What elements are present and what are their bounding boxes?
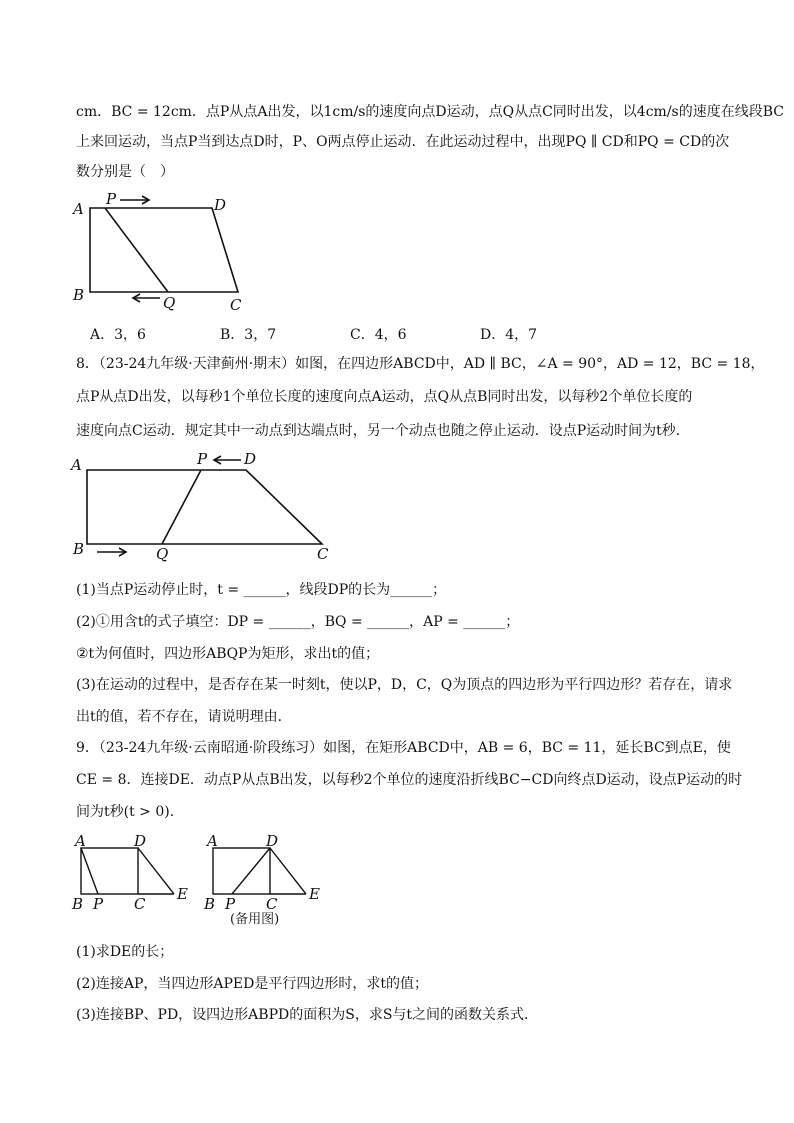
q7-figure: [60, 188, 260, 318]
q7-line-2: 上来回运动，当点P当到达点D时，P、O两点停止运动．在此运动过程中，出现PQ ∥ CD和PQ = CD的次: [76, 134, 730, 150]
q7-option-a: A．3，6: [90, 327, 146, 343]
q7-parallelogram: [90, 208, 238, 292]
q7-line-1: cm．BC = 12cm．点P从点A出发，以1cm/s的速度向点D运动，点Q从点C同时出发，以4cm/s的速度在线段BC: [76, 104, 784, 120]
q9-label-c: C: [134, 895, 146, 912]
q9-backup-segment-pd: [232, 848, 270, 894]
q9-part-3: (3)连接BP、PD，设四边形ABPD的面积为S，求S与t之间的函数关系式．: [76, 1007, 539, 1023]
q9-line-2: CE = 8．连接DE．动点P从点B出发，以每秒2个单位的速度沿折线BC−CD向终点D运动，设点P运动的时: [76, 772, 743, 788]
q7-label-q: Q: [163, 294, 176, 312]
q8-part-1: (1)当点P运动停止时，t = ______，线段DP的长为______；: [76, 582, 447, 598]
q8-label-b: B: [73, 540, 85, 558]
q7-options: [90, 324, 650, 344]
q8-line-3: 速度向点C运动．规定其中一动点到达端点时，另一个动点也随之停止运动．设点P运动时间为t秒．: [76, 423, 690, 439]
q9-segment-ap: [81, 848, 98, 894]
q9-part-2: (2)连接AP，当四边形APED是平行四边形时，求t的值；: [76, 976, 428, 992]
q9-label-a: A: [75, 832, 86, 850]
q9-part-1: (1)求DE的长；: [76, 944, 174, 960]
q7-option-c: C．4，6: [350, 327, 407, 343]
q8-label-d: D: [244, 450, 257, 468]
q9-backup-label-b: B: [204, 895, 216, 913]
q7-option-b: B．3，7: [220, 327, 277, 343]
q8-part-3-cont: 出t的值，若不存在，请说明理由．: [76, 709, 292, 725]
q7-segment-pq: [105, 208, 168, 292]
q7-label-a: A: [73, 200, 84, 218]
q8-line-2: 点P从点D出发，以每秒1个单位长度的速度向点A运动，点Q从点B同时出发，以每秒2个单位长度的: [76, 389, 693, 405]
q9-label-e: E: [177, 885, 188, 903]
q8-label-q: Q: [156, 545, 169, 563]
q9-backup-segment-de: [270, 848, 306, 894]
q8-label-p: P: [197, 450, 208, 468]
q8-part-3: (3)在运动的过程中，是否存在某一时刻t，使以P，D，C，Q为顶点的四边形为平行四边形？若存在，请求: [76, 677, 733, 693]
q9-segment-de: [138, 848, 174, 894]
q7-label-b: B: [73, 286, 85, 304]
q8-label-a: A: [71, 456, 82, 474]
q9-backup-label-p: P: [225, 895, 236, 913]
q7-label-d: D: [214, 196, 227, 214]
q9-label-p: P: [93, 895, 104, 912]
q8-line-1: 8．（23-24九年级·天津蓟州·期末）如图，在四边形ABCD中，AD ∥ BC，∠A = 90°，AD = 12，BC = 18，: [76, 356, 765, 372]
q9-backup-label-c: C: [266, 895, 278, 913]
q8-segment-pq: [162, 470, 201, 544]
q9-figure-backup: [200, 832, 330, 928]
q9-line-1: 9．（23-24九年级·云南昭通·阶段练习）如图，在矩形ABCD中，AB = 6，BC = 11，延长BC到点E，使: [76, 740, 731, 756]
q8-trapezoid: [87, 470, 322, 544]
q7-option-d: D．4，7: [480, 327, 538, 343]
q9-label-b: B: [72, 895, 84, 912]
q9-backup-label-e: E: [309, 885, 320, 903]
q9-backup-label-a: A: [207, 832, 218, 850]
q9-figure-main: [68, 832, 198, 912]
q9-backup-caption: (备用图): [230, 912, 280, 927]
q7-label-p: P: [106, 190, 117, 208]
q8-figure: [60, 446, 350, 566]
q8-label-c: C: [317, 545, 329, 563]
q8-part-2: (2)①用含t的式子填空：DP = ______，BQ = ______，AP = ______；: [76, 614, 520, 630]
q9-backup-rectangle: [213, 848, 270, 894]
q9-backup-label-d: D: [266, 832, 279, 850]
q9-line-3: 间为t秒(t > 0)．: [76, 804, 184, 820]
q7-label-c: C: [230, 296, 242, 314]
q9-label-d: D: [134, 832, 147, 850]
q8-part-2b: ②t为何值时，四边形ABQP为矩形，求出t的值；: [76, 646, 380, 662]
q7-line-3: 数分别是（ ）: [76, 164, 174, 180]
